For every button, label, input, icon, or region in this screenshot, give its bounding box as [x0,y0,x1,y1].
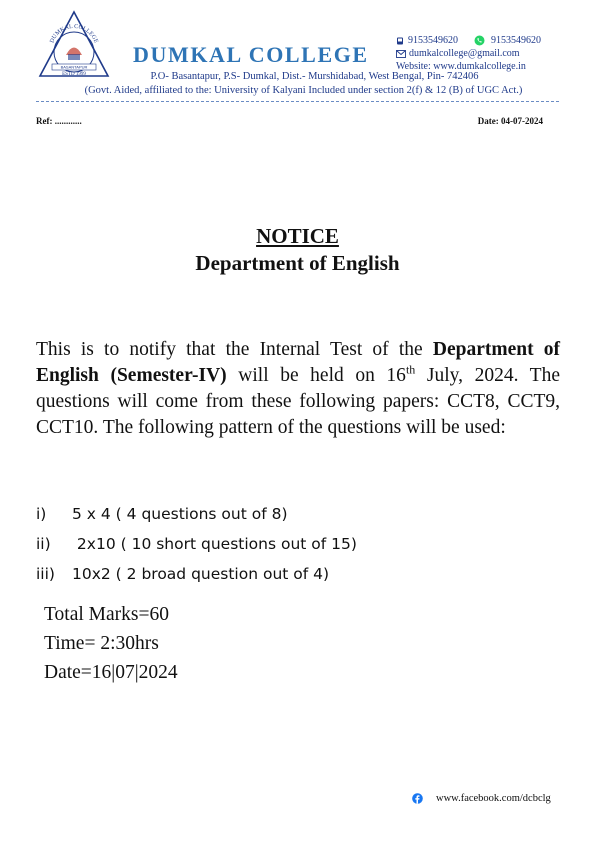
affiliation-text: (Govt. Aided, affiliated to the: University of Kalyani Included under section 2(f) & 12 (B) of UGC Act.) [84,85,523,96]
address-line [0,71,595,82]
exam-time: Time= 2:30hrs [44,633,159,654]
whatsapp-icon [474,35,485,46]
footer-facebook [412,793,551,804]
list-item-text: 5 x 4 ( 4 questions out of 8) [72,505,288,523]
college-name: DUMKAL COLLEGE [133,42,369,67]
body-text-3: July, 2024. The questions will come from these following papers: CCT8, CCT9, CCT10. The following pattern of the questions will be used: [36,365,560,438]
total-marks: Total Marks=60 [44,604,169,625]
notice-date: Date: 04-07-2024 [477,116,543,126]
body-text-2: will be held on 16 [226,365,406,386]
contact-block [396,34,541,73]
list-item-text: 2x10 ( 10 short questions out of 15) [72,535,357,553]
list-item [36,565,357,595]
reference-number: Ref: ............ [36,116,82,126]
body-superscript: th [405,362,416,377]
facebook-icon [412,793,423,804]
question-pattern-list [36,505,357,595]
notice-title: NOTICE [256,224,339,248]
list-item-number: iii) [36,565,55,583]
logo-estd-text: ESTD 1999 [62,72,86,77]
address-text: P.O- Basantapur, P.S- Dumkal, Dist.- Murshidabad, West Bengal, Pin- 742406 [150,71,479,82]
list-item-number: i) [36,505,47,523]
logo-arc-text: DUMKAL COLLEGE [49,23,99,45]
mail-icon [396,50,406,58]
department-title: Department of English [195,251,400,275]
notice-body [36,337,560,441]
college-logo [38,10,110,80]
list-item [36,505,357,535]
website-link[interactable]: Website: www.dumkalcollege.in [396,61,526,72]
logo-place-text: BASANTAPUR [60,64,88,70]
phone-number-2[interactable]: 9153549620 [491,35,541,46]
list-item-text: 10x2 ( 2 broad question out of 4) [72,565,330,583]
exam-date: Date=16|07|2024 [44,662,178,683]
phone-number-1[interactable]: 9153549620 [408,35,458,46]
facebook-link[interactable]: www.facebook.com/dcbclg [436,793,551,804]
affiliation-line [0,85,595,96]
email-link[interactable]: dumkalcollege@gmail.com [409,48,520,59]
exam-details [44,600,178,687]
list-item [36,535,357,565]
phone-row [396,34,541,47]
header-divider [36,101,559,102]
email-row [396,47,541,60]
phone-icon [396,37,404,45]
list-item-number: ii) [36,535,51,553]
body-bold-department: Department of English (Semester-IV) [36,339,561,386]
body-text-1: This is to notify that the Internal Test of the [36,339,433,360]
